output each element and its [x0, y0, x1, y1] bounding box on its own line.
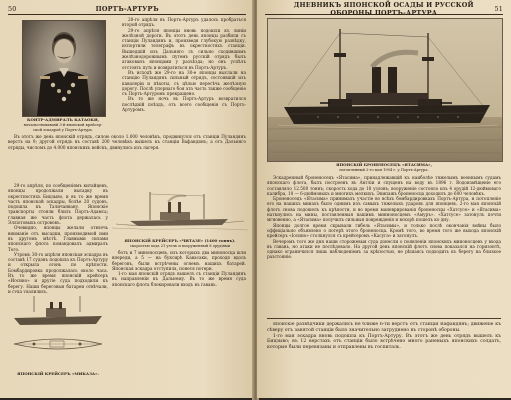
left-running-title: ПОРТЪ-АРТУРЪ [95, 5, 159, 13]
cruiser-caption-sub: скоростью хода 21 узелъ и вооруженный 8 орудіями [129, 244, 231, 248]
battleship-caption-sub: потопленный 2-го мая 1904 г. у Портъ-Артура. [339, 168, 429, 172]
paragraph: 1-го мая эскадра вновь подошла къ Портъ-Артуру. Въ этотъ же день отрядъ вышелъ къ Бицзыво; въ 12 верстахъ отъ станціи было встрѣчено много раненыхъ японскихъ солдатъ, которые были перевязаны и отправлены въ госпиталь. [267, 333, 501, 351]
paragraph: ботъ и 7 миноносцевъ, изъ которыхъ два миноносца шли впереди, а 5 — на буксирѣ Кавасаки, проходя вдоль береговъ, были встрѣчены огнемъ нашихъ батарей. Японская эскадра отступила, понеся потери. [112, 250, 246, 271]
left-page [0, 0, 254, 398]
paragraph: Очевидно, японцы желали отвлечь вниманіе отъ высадки, производимой ими въ другомъ мѣстѣ. Главными силами японскаго флота командовалъ адмиралъ Того. [8, 225, 108, 252]
right-page-number: 51 [494, 5, 503, 13]
paragraph: Въ то же ночь въ Портъ-Артуръ возвратился послѣдній поѣздъ, отъ всего сообщенія съ Портъ-Артуромъ. [122, 96, 246, 113]
paragraph: Въ исходѣ же 29-го на 30-е японцы выслали на станцію Пуландянъ сильный отрядъ, состоявшій изъ кавалеріи и пѣхоты, съ цѣлью пересѣчь желѣзную дорогу. Послѣ упорнаго боя эта часть также сообщеніе съ Портъ-Артуромъ прекращено. [122, 69, 246, 97]
left-column-top-text [122, 17, 246, 148]
portrait-caption-line3: ской эскадрой у Портъ-Артура. [33, 127, 93, 132]
paragraph: 28-го апрѣля въ Портъ-Артуръ удалось пробраться второй отрядъ. [122, 17, 246, 28]
portrait-caption-name: КОНТР-АДМИРАЛЪ КАТАОКИ, [27, 117, 99, 122]
paragraph: 29-го апрѣля японцы вновь подошли къ линіи желѣзной дороги. Въ этотъ день японцы разбили съ станціи Пуландянъ и, произведя глубокую развѣдку, испортили телеграфъ въ окрестностяхъ станціи. Вышедшій изъ Дальняго съ сильно сходившимъ желѣзнодорожнымъ путемъ русскій отрядъ былъ атакованъ японцами у разъѣзда; но онъ успѣлъ отстоять путь и возвратиться въ Портъ-Артуръ. [122, 27, 246, 70]
paragraph: 29-го апрѣля, по сообщеніямъ китайцевъ, японцы продолжали высадку въ окрестностяхъ Бицзыво, и въ то же время часть японской эскадры, болѣе 20 судовъ, подошла къ Таличанвану. Японскіе транспорты стояли близъ Портъ-Адамса; главная же часть флота держалась у Элліотовыхъ острововъ. [8, 183, 108, 226]
right-running-head [265, 1, 503, 17]
paragraph: 1-го мая японскій отрядъ вышелъ съ станціи Пуландянъ въ направленіи къ Дальнему. Въ то же время суда японскаго флота блокировали входъ въ гавань. [112, 271, 246, 287]
left-running-head [8, 4, 246, 15]
left-body-main-b [8, 183, 108, 293]
cruiser-chitose-illustration [112, 188, 248, 238]
section-divider [267, 318, 501, 319]
paragraph: Броненосецъ «Ятасима» принималъ участіе во всѣхъ бомбардировкахъ Портъ-Артура, и потопленіе его на нашихъ минахъ было однимъ изъ самыхъ тяжелыхъ ударовъ для японцевъ. 2-го мая японскій флотъ снова подошелъ къ крѣпости, и во время маневрированія броненосцы «Хатсусе» и «Ятасима» наткнулись на мины, поставленныя нашимъ минноносцемъ «Амуръ». «Хатсусе» затонулъ почти мгновенно, а «Ятасима» получилъ сильныя поврежденія и вскорѣ пошелъ ко дну. [267, 196, 501, 223]
portrait-caption-line2: начальствовавшій 3-й японской крейсер- [23, 123, 103, 127]
left-body-lower-right [112, 250, 246, 390]
admiral-portrait [22, 20, 106, 117]
right-body-bottom [267, 322, 501, 392]
paragraph: Эскадренный броненосецъ «Ятасима», принадлежавшій къ наиболѣе тяжелымъ военнымъ судамъ японскаго флота, былъ построенъ въ Англіи и спущенъ на воду въ 1896 г. Водоизмѣщеніе его составляло 12.500 тоннъ; скорость хода до 18 узловъ; вооруженіе состояло изъ 4 орудій 12-дюймоваго калибра, 10 — 6-дюймовыхъ и многихъ мелкихъ. Экипажъ броненосца доходилъ до 600 человѣкъ. [267, 175, 501, 196]
ship-plan-illustration [8, 294, 108, 374]
paragraph: Въ этотъ же день японскій отрядъ, силою около 1.000 человѣкъ, продвинулся отъ станціи Пуландянъ верстъ на 9; другой отрядъ въ составѣ 200 человѣкъ вышелъ къ станціи Вафандянъ; а отъ Дальняго отряды, числомъ до 4.000 японскихъ войскъ, двинулись изъ лагеря. [8, 134, 246, 150]
ship-plan-caption: ЯПОНСКІЙ КРЕЙСЕРЪ «МИКАЗА». [17, 371, 99, 376]
right-body-text [267, 175, 501, 313]
left-page-number: 50 [8, 5, 17, 13]
paragraph: Утромъ 30-го апрѣля японская эскадра въ составѣ 17 судовъ подошла къ Портъ-Артуру и открыла огонь по крѣпости. Бомбардировка продолжалась около часа. Въ то же время японскій крейсеръ «Иосино» и другіе суда подходили къ берегу. Наши береговыя батареи отвѣчали, и суда удалились. [8, 251, 108, 293]
battleship-caption: ЯПОНСКІЙ БРОНЕНОСЕЦЪ «ЯТАСИМА», [336, 162, 432, 167]
right-page [257, 0, 511, 398]
paragraph: японскіе развѣдчики держались не ближе 6-ти верстъ отъ станціи Вафандянъ; движеніе къ сѣверу отъ занятой станціи было значительно затруднено въ сторонѣ обороны. [267, 322, 501, 333]
left-body-main-a [8, 134, 246, 182]
paragraph: Вечеромъ того же дня наши сторожевыя суда донесли о появленіи японскихъ миноносцевъ у входа въ гавань, но атаки не послѣдовало. На другой день японскій флотъ снова показался на горизонтѣ, однако ограничился лишь наблюденіемъ за крѣпостью, не рѣшаясь подходить къ берегу на близкое разстояніе. [267, 238, 501, 260]
cruiser-caption: ЯПОНСКІЙ КРЕЙСЕРЪ «ЧИТАЗЕ» (1400 тоннъ). [124, 238, 236, 243]
paragraph: Японцы долгое время скрывали гибель «Ятасимы», и только послѣ окончанія войны было оффиціально объявлено о потерѣ этого броненосца. Кромѣ того, во время того же выхода японскій крейсеръ «Іосино» столкнулся съ крейсеромъ «Касуга» и затонулъ. [267, 222, 501, 239]
battleship-yashima-figure [267, 18, 503, 162]
right-running-title: ДНЕВНИКЪ ЯПОНСКОЙ ОСАДЫ И РУССКОЙ ОБОРОНЫ ПОРТЪ-АРТУРА [293, 1, 474, 17]
